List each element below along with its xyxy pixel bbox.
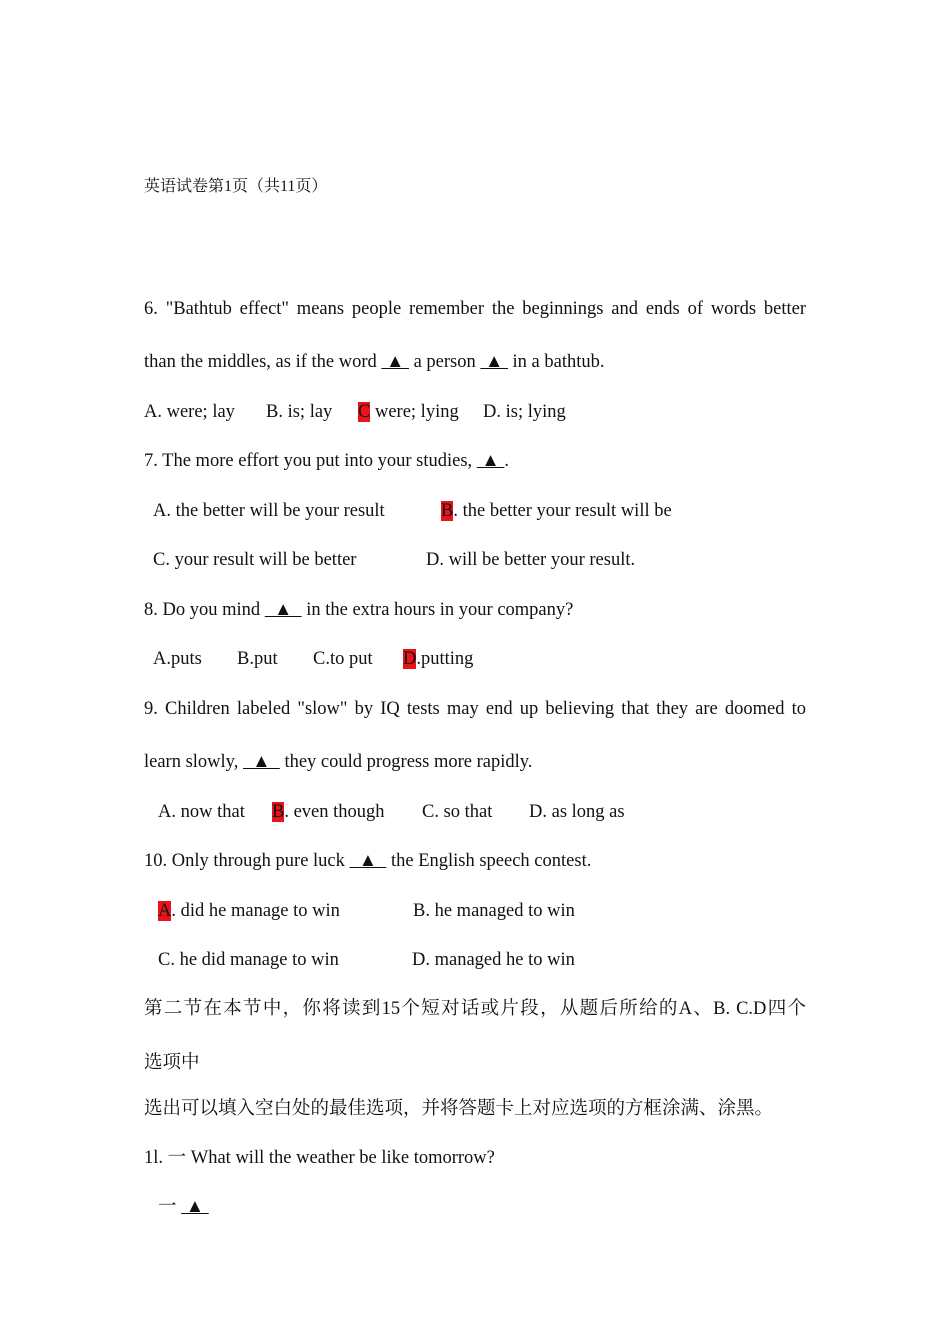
q6-text-b: a person (408, 352, 481, 372)
q11-stem: 1l. 一 What will the weather be like tomorrow? (144, 1148, 495, 1168)
answer-blank: ▲ (480, 352, 508, 372)
q8-text-a: 8. Do you mind (144, 600, 265, 620)
section2-instructions-line2: 选项中 (144, 1053, 200, 1073)
q6-option-c-text: were; lying (370, 402, 459, 422)
q8-option-a: A.puts (153, 649, 202, 669)
q9-option-b (272, 800, 385, 824)
q9-text-b: they could progress more rapidly. (279, 752, 533, 772)
q11-reply (158, 1195, 209, 1219)
q7-option-b-text: . the better your result will be (453, 501, 672, 521)
q9-stem-line1: 9. Children labeled "slow" by IQ tests may end up believing that they are doomed to (144, 699, 806, 719)
q9-stem-line2 (144, 750, 532, 774)
section2-instructions-line3: 选出可以填入空白处的最佳选项，并将答题卡上对应选项的方框涂满、涂黑。 (144, 1099, 774, 1119)
q10-option-a (158, 899, 340, 923)
section2-instructions-line1: 第二节在本节中，你将读到15个短对话或片段，从题后所给的A、B. C.D四个 (144, 999, 806, 1019)
q10-stem (144, 849, 591, 873)
q6-option-d: D. is; lying (483, 402, 566, 422)
q6-text-a: than the middles, as if the word (144, 352, 382, 372)
q10-text-a: 10. Only through pure luck (144, 851, 350, 871)
answer-blank: ▲ (264, 600, 302, 620)
answer-highlight: B (272, 802, 285, 822)
q9-option-c: C. so that (422, 802, 493, 822)
q10-option-b: B. he managed to win (413, 901, 575, 921)
answer-blank: ▲ (181, 1197, 209, 1217)
q7-option-a: A. the better will be your result (153, 501, 385, 521)
q8-option-d-text: .putting (416, 649, 474, 669)
q10-option-d: D. managed he to win (412, 950, 575, 970)
q9-option-a: A. now that (158, 802, 245, 822)
q6-option-a: A. were; lay (144, 402, 235, 422)
answer-highlight: A (158, 901, 172, 921)
q9-option-b-text: . even though (284, 802, 385, 822)
q7-text: 7. The more effort you put into your studies, (144, 451, 477, 471)
q10-text-b: the English speech contest. (386, 851, 592, 871)
q11-reply-dash: 一 (158, 1197, 182, 1217)
q6-text-c: in a bathtub. (507, 352, 605, 372)
q7-stem (144, 449, 509, 473)
answer-blank: ▲ (349, 851, 387, 871)
answer-highlight: C (358, 402, 371, 422)
q8-option-b: B.put (237, 649, 278, 669)
answer-blank: ▲ (381, 352, 409, 372)
q9-text-a: learn slowly, (144, 752, 243, 772)
q10-option-c: C. he did manage to win (158, 950, 339, 970)
answer-highlight: D (403, 649, 417, 669)
q6-option-b: B. is; lay (266, 402, 333, 422)
page-header: 英语试卷第1页（共11页） (144, 178, 328, 195)
q7-end: . (504, 451, 509, 471)
q9-option-d: D. as long as (529, 802, 625, 822)
q8-option-d (403, 647, 473, 671)
q10-option-a-text: . did he manage to win (171, 901, 340, 921)
answer-blank: ▲ (243, 752, 280, 772)
q6-stem-line2 (144, 350, 605, 374)
q8-stem (144, 598, 573, 622)
q7-option-c: C. your result will be better (153, 550, 357, 570)
q8-text-b: in the extra hours in your company? (301, 600, 574, 620)
q6-stem-line1: 6. "Bathtub effect" means people remember the beginnings and ends of words better (144, 299, 806, 319)
q7-option-b (441, 499, 672, 523)
q8-option-c: C.to put (313, 649, 373, 669)
q6-option-c (358, 400, 459, 424)
q7-option-d: D. will be better your result. (426, 550, 636, 570)
answer-blank: ▲ (476, 451, 505, 471)
answer-highlight: B (441, 501, 454, 521)
